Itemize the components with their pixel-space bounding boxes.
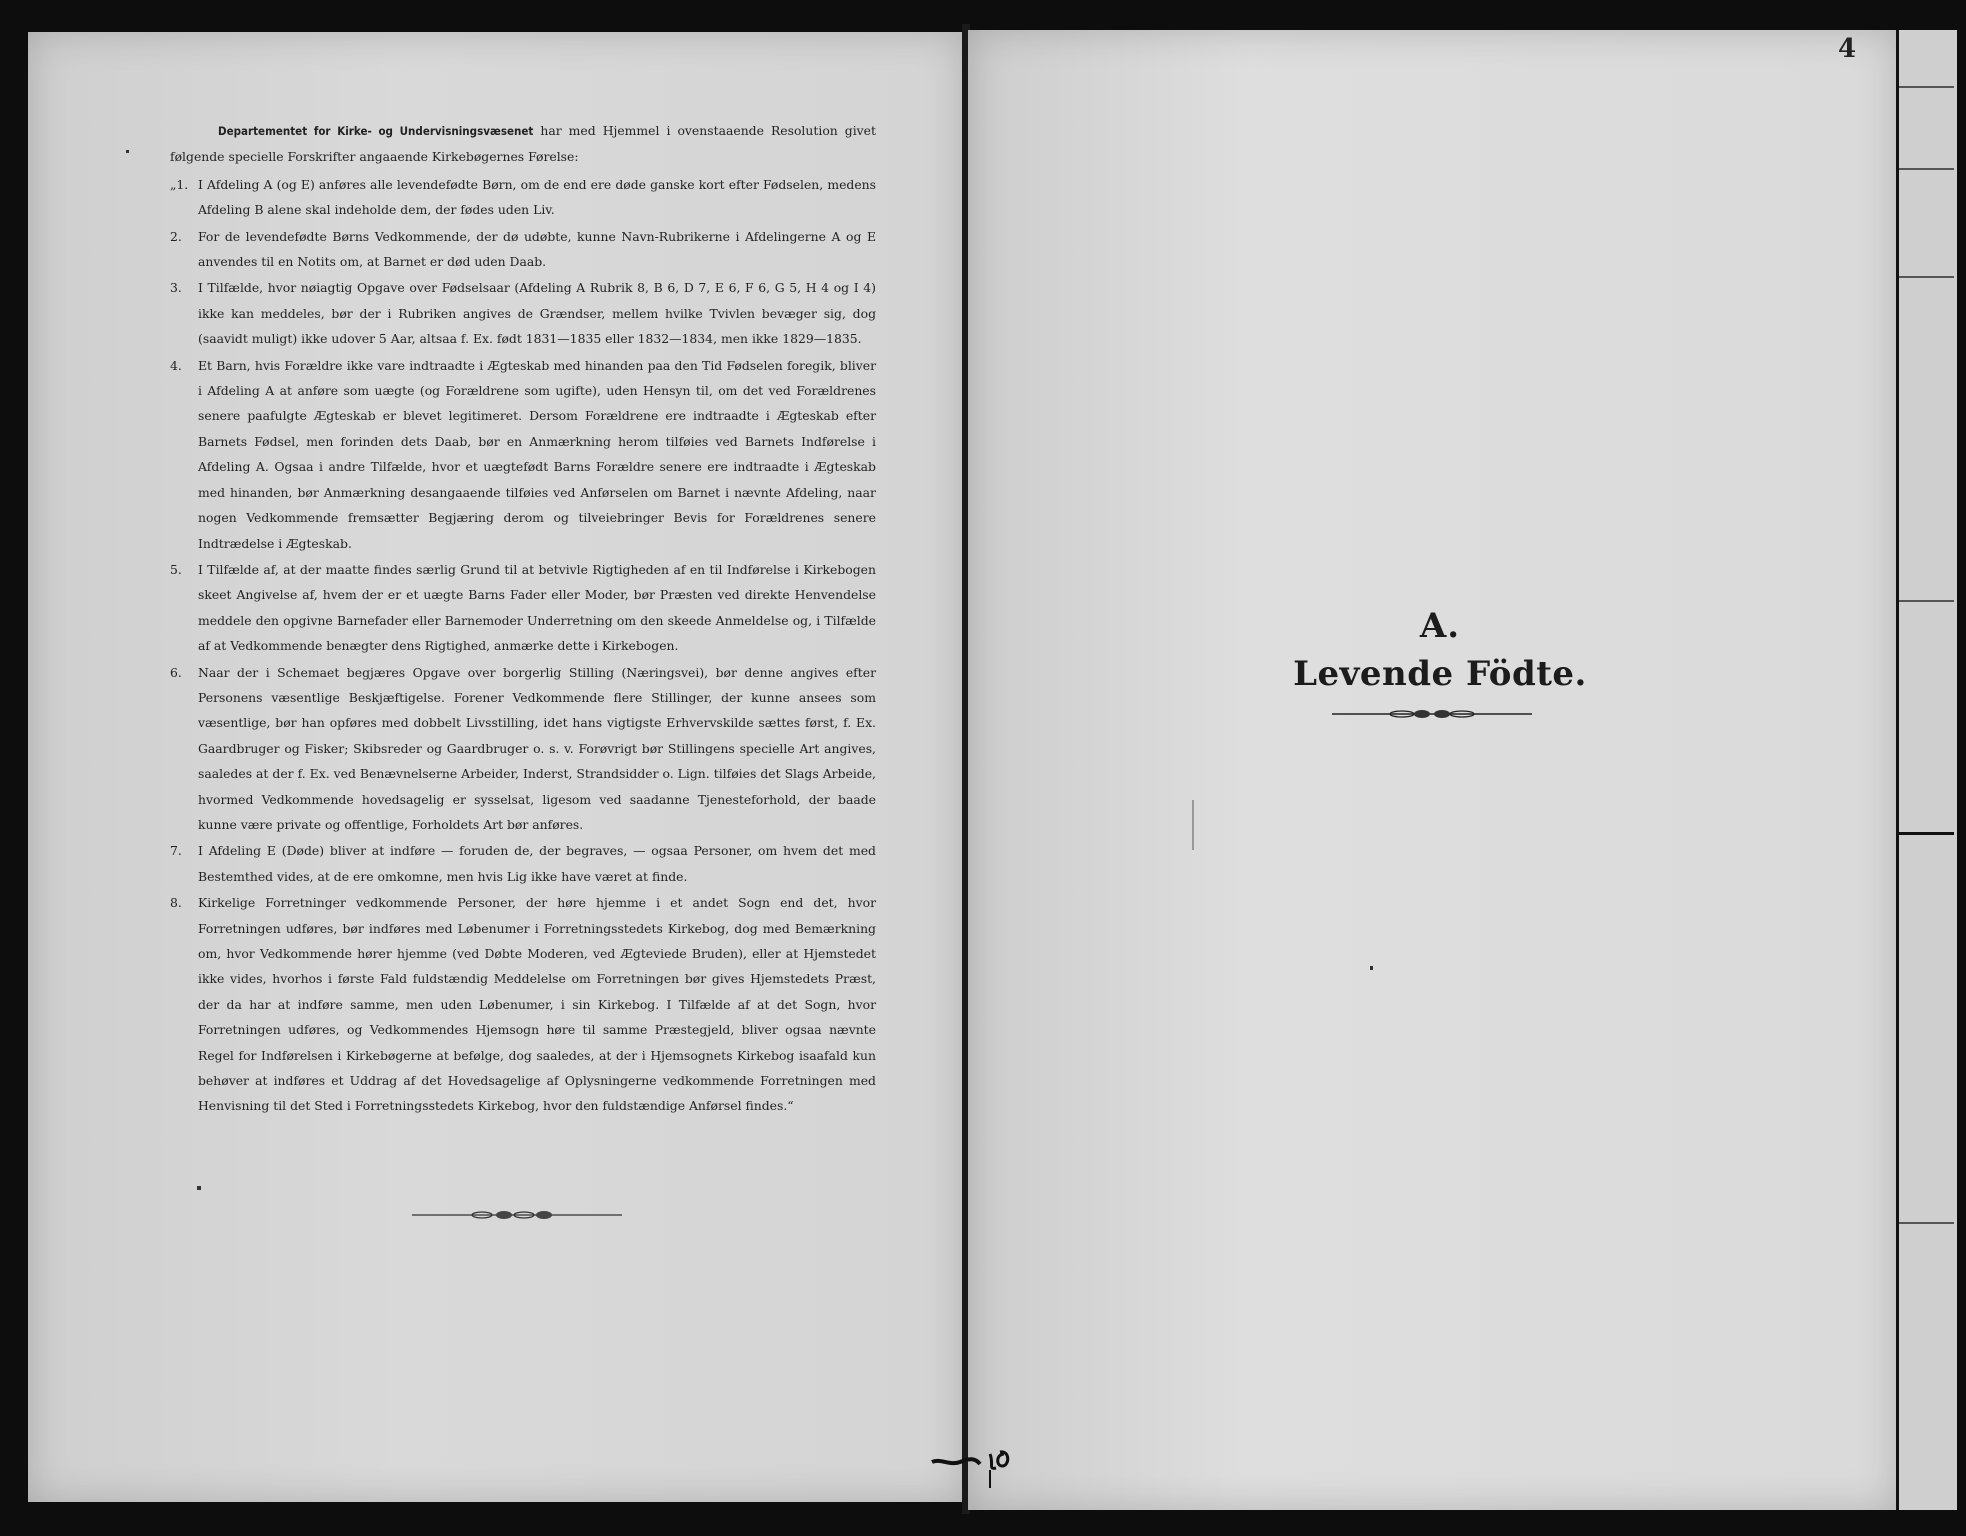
edge-tab-line: [1899, 832, 1954, 835]
section-title: Levende Födte.: [1293, 654, 1587, 694]
regulation-item: [170, 890, 876, 1119]
ink-dot: [126, 150, 129, 153]
ornamental-rule: [412, 1208, 622, 1222]
intro-text: har med Hjemmel i ovenstaaende Resolution givet følgende specielle Forskrifter angaaende Kirkebøgernes Førelse:: [170, 123, 876, 165]
ornamental-rule: [1332, 706, 1532, 722]
edge-tab-line: [1899, 86, 1954, 88]
department-name: Departementet for Kirke- og Undervisningsvæsenet: [218, 124, 534, 138]
edge-tab-line: [1899, 168, 1954, 170]
edge-tab-line: [1899, 600, 1954, 602]
faint-mark: [1192, 800, 1194, 850]
item-number: 7.: [170, 843, 182, 859]
section-letter: A.: [1419, 606, 1461, 646]
page-edge-strip: [1896, 30, 1957, 1510]
regulation-item: [170, 172, 876, 223]
edge-tab-line: [1899, 1222, 1954, 1224]
item-text: Et Barn, hvis Forældre ikke vare indtraadte i Ægteskab med hinanden paa den Tid Fødselen foregik, bliver i Afdeling A at anføre som uægte (og Forældrene som ugifte), uden Hensyn til, om det ved Forældrenes senere paafulgte Ægteskab er blevet legitimeret. Dersom Forældrene ere indtraadte i Ægteskab efter Barnets Fødsel, men forinden dets Daab, bør en Anmærkning herom tilføies ved Barnets Indførelse i Afdeling A. Ogsaa i andre Tilfælde, hvor et uægtefødt Barns Forældre senere ere indtraadte i Ægteskab med hinanden, bør Anmærkning desangaaende tilføies ved Anførselen om Barnet i nævnte Afdeling, naar nogen Vedkommende fremsætter Begjæring derom og tilveiebringer Bevis for Forældrenes senere Indtrædelse i Ægteskab.: [198, 357, 876, 551]
item-number: 4.: [170, 357, 182, 373]
regulation-item: [170, 838, 876, 889]
item-number: 8.: [170, 895, 182, 911]
regulations-intro: [170, 118, 876, 170]
regulation-item: [170, 353, 876, 556]
item-number: 2.: [170, 228, 182, 244]
item-number: „1.: [170, 176, 189, 192]
ink-scribble-mark: [930, 1440, 1050, 1490]
item-text: For de levendefødte Børns Vedkommende, der dø udøbte, kunne Navn-Rubrikerne i Afdelingerne A og E anvendes til en Notits om, at Barnet er død uden Daab.: [198, 228, 876, 270]
item-text: I Afdeling E (Døde) bliver at indføre — foruden de, der begraves, — ogsaa Personer, om hvem det med Bestemthed vides, at de ere omkomne, men hvis Lig ikke have været at finde.: [198, 843, 876, 884]
item-text: I Tilfælde, hvor nøiagtig Opgave over Fødselsaar (Afdeling A Rubrik 8, B 6, D 7, E 6, F 6, G 5, H 4 og I 4) ikke kan meddeles, bør der i Rubriken angives de Grændser, mellem hvilke Tvivlen bevæger sig, dog (saavidt muligt) ikke udover 5 Aar, altsaa f. Ex. født 1831—1835 eller 1832—1834, men ikke 1829—1835.: [198, 280, 876, 347]
regulation-item: [170, 224, 876, 275]
ink-dot: [1370, 966, 1373, 970]
regulations-text: [170, 118, 876, 1120]
item-number: 6.: [170, 664, 182, 680]
right-page: [968, 30, 1896, 1510]
regulation-item: [170, 660, 876, 838]
page-number: 4: [1838, 34, 1857, 64]
item-text: Kirkelige Forretninger vedkommende Personer, der høre hjemme i et andet Sogn end det, hvor Forretningen udføres, bør indføres med Løbenumer i Forretningsstedets Kirkebog, dog med Bemærkning om, hvor Vedkommende hører hjemme (ved Døbte Moderen, ved Ægteviede Bruden), eller at Hjemstedet ikke vides, hvorhos i første Fald fuldstændig Meddelelse om Forretningen bør gives Hjemstedets Præst, der da har at indføre samme, men uden Løbenumer, i sin Kirkebog. I Tilfælde af at det Sogn, hvor Forretningen udføres, og Vedkommendes Hjemsogn høre til samme Præstegjeld, bliver ogsaa nævnte Regel for Indførelsen i Kirkebøgerne at befølge, dog saaledes, at der i Hjemsognets Kirkebog isaafald kun behøver at indføres et Uddrag af det Hovedsagelige af Oplysningerne vedkommende Forretningen med Henvisning til det Sted i Forretningsstedets Kirkebog, hvor den fuldstændige Anførsel findes.“: [198, 895, 876, 1114]
edge-tab-line: [1899, 276, 1954, 278]
ink-dot: [197, 1186, 201, 1190]
item-text: I Afdeling A (og E) anføres alle levendefødte Børn, om de end ere døde ganske kort efter Fødselen, medens Afdeling B alene skal indeholde dem, der fødes uden Liv.: [198, 176, 876, 218]
regulation-item: [170, 275, 876, 351]
item-number: 5.: [170, 561, 182, 577]
item-text: I Tilfælde af, at der maatte findes særlig Grund til at betvivle Rigtigheden af en til Indførelse i Kirkebogen skeet Angivelse af, hvem der er et uægte Barns Fader eller Moder, bør Præsten ved direkte Henvendelse meddele den opgivne Barnefader eller Barnemoder Underretning om den skeede Anmeldelse og, i Tilfælde af at Vedkommende benægter dens Rigtighed, anmærke dette i Kirkebogen.: [198, 561, 876, 654]
item-text: Naar der i Schemaet begjæres Opgave over borgerlig Stilling (Næringsvei), bør denne angives efter Personens væsentlige Beskjæftigelse. Forener Vedkommende flere Stillinger, der kunne ansees som væsentlige, bør han opføres med dobbelt Livsstilling, idet hans vigtigste Erhvervskilde sættes først, f. Ex. Gaardbruger og Fisker; Skibsreder og Gaardbruger o. s. v. Forøvrigt bør Stillingens specielle Art angives, saaledes at der f. Ex. ved Benævnelserne Arbeider, Inderst, Strandsidder o. Lign. tilføies det Slags Arbeide, hvormed Vedkommende hovedsagelig er sysselsat, ligesom ved saadanne Tjenesteforhold, der baade kunne være private og offentlige, Forholdets Art bør anføres.: [198, 664, 876, 832]
regulation-item: [170, 557, 876, 659]
item-number: 3.: [170, 280, 182, 296]
